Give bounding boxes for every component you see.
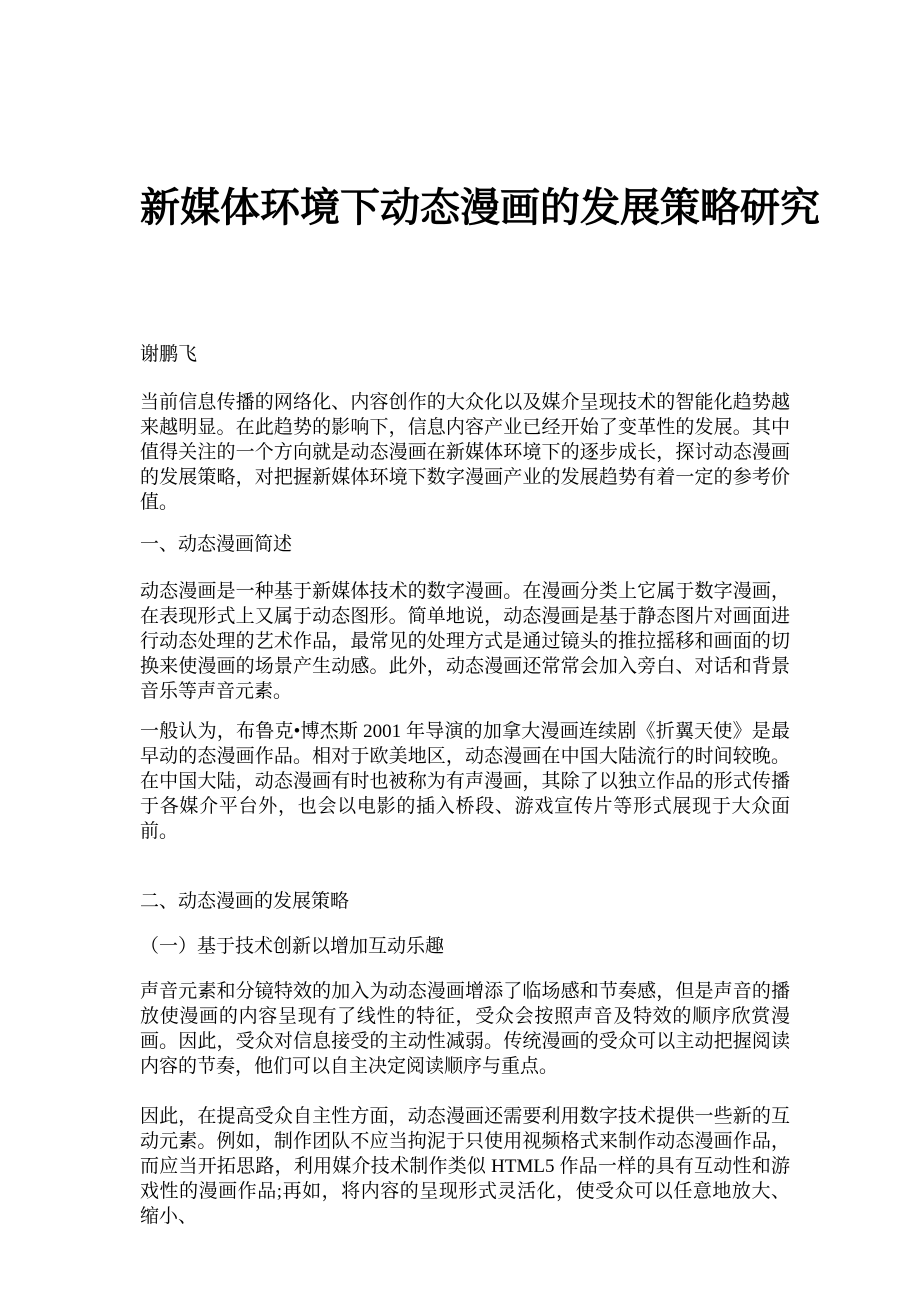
author-name: 谢鹏飞 <box>140 344 198 365</box>
section-1-paragraph-1: 动态漫画是一种基于新媒体技术的数字漫画。在漫画分类上它属于数字漫画，在表现形式上又属于动态图形。简单地说，动态漫画是基于静态图片对画面进行动态处理的艺术作品，最常见的处理方式是通过镜头的推拉摇移和画面的切换来使漫画的场景产生动感。此外，动态漫画还常常会加入旁白、对话和背景音乐等声音元素。 <box>140 581 790 702</box>
section-2-paragraph-1: 声音元素和分镜特效的加入为动态漫画增添了临场感和节奏感，但是声音的播放使漫画的内容呈现有了线性的特征，受众会按照声音及特效的顺序欣赏漫画。因此，受众对信息接受的主动性减弱。传统漫画的受众可以主动把握阅读内容的节奏，他们可以自主决定阅读顺序与重点。 <box>140 981 790 1077</box>
intro-paragraph: 当前信息传播的网络化、内容创作的大众化以及媒介呈现技术的智能化趋势越来越明显。在此趋势的影响下，信息内容产业已经开始了变革性的发展。其中值得关注的一个方向就是动态漫画在新媒体环境下的逐步成长，探讨动态漫画的发展策略，对把握新媒体环境下数字漫画产业的发展趋势有着一定的参考价值。 <box>140 392 790 513</box>
section-2-subsection-1-heading: （一）基于技术创新以增加互动乐趣 <box>140 936 445 957</box>
section-2-paragraph-2: 因此，在提高受众自主性方面，动态漫画还需要利用数字技术提供一些新的互动元素。例如，制作团队不应当拘泥于只使用视频格式来制作动态漫画作品，而应当开拓思路，利用媒介技术制作类似 HTML5 作品一样的具有互动性和游戏性的漫画作品;再如，将内容的呈现形式灵活化，使受众可以任意地放大、缩小、 <box>140 1106 790 1227</box>
section-1-paragraph-2: 一般认为，布鲁克•博杰斯 2001 年导演的加拿大漫画连续剧《折翼天使》是最早动的态漫画作品。相对于欧美地区，动态漫画在中国大陆流行的时间较晚。在中国大陆，动态漫画有时也被称为有声漫画，其除了以独立作品的形式传播于各媒介平台外，也会以电影的插入桥段、游戏宣传片等形式展现于大众面前。 <box>140 721 790 842</box>
section-2-heading: 二、动态漫画的发展策略 <box>140 891 350 912</box>
page-title: 新媒体环境下动态漫画的发展策略研究 <box>140 185 820 230</box>
document-content <box>140 185 820 1229</box>
section-1-heading: 一、动态漫画简述 <box>140 534 293 555</box>
